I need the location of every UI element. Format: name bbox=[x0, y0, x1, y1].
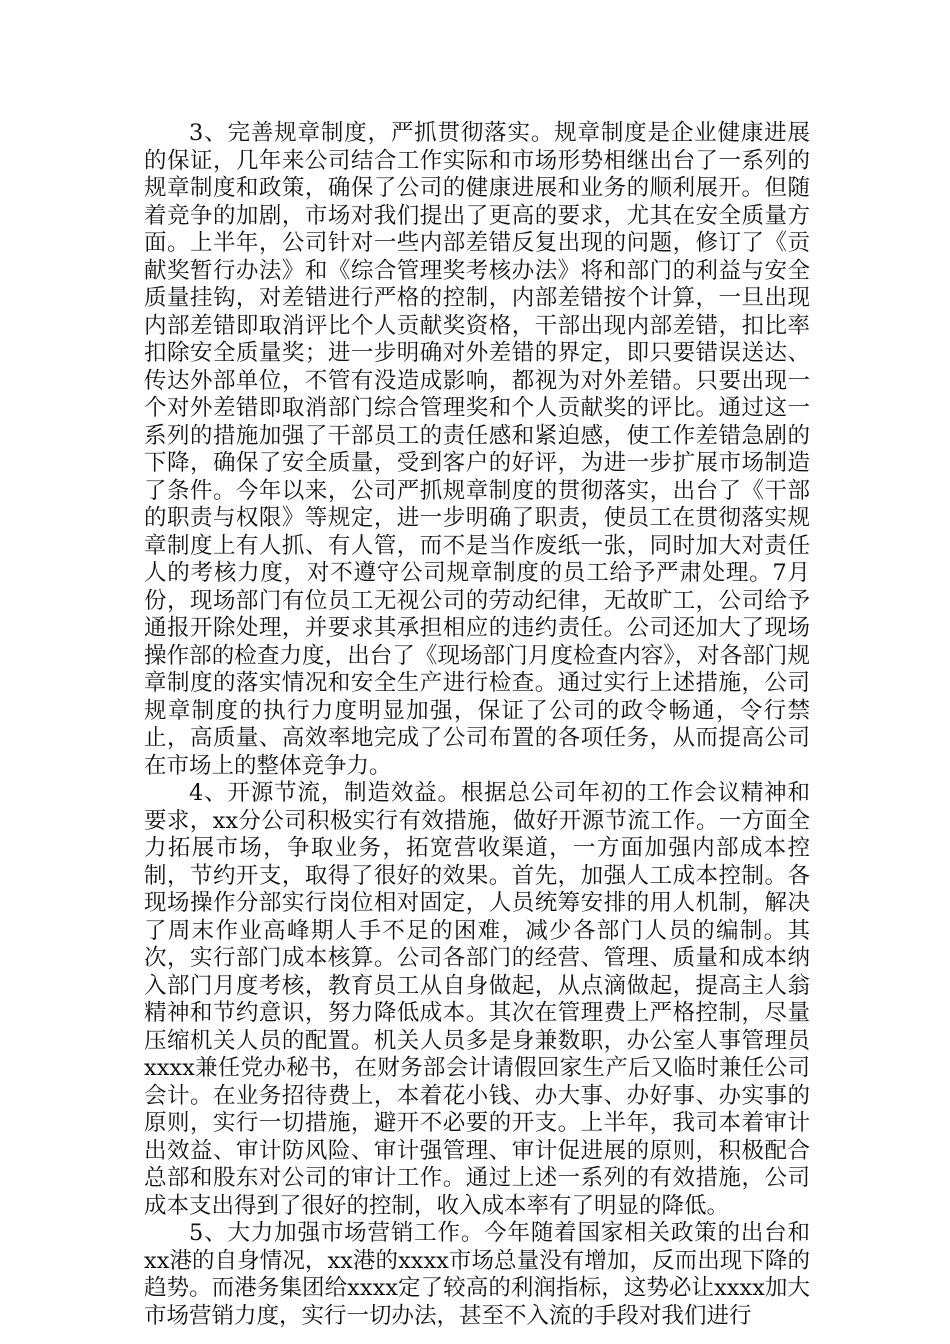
document-page bbox=[144, 120, 810, 1330]
paragraph-regulations: 3、完善规章制度，严抓贯彻落实。规章制度是企业健康进展的保证，几年来公司结合工作实际和市场形势相继出台了一系列的规章制度和政策，确保了公司的健康进展和业务的顺利展开。但随着竞争的加剧，市场对我们提出了更高的要求，尤其在安全质量方面。上半年，公司针对一些内部差错反复出现的问题，修订了《贡献奖暂行办法》和《综合管理奖考核办法》将和部门的利益与安全质量挂钩，对差错进行严格的控制，内部差错按个计算，一旦出现内部差错即取消评比个人贡献奖资格，干部出现内部差错，扣比率扣除安全质量奖；进一步明确对外差错的界定，即只要错误送达、传达外部单位，不管有没造成影响，都视为对外差错。只要出现一个对外差错即取消部门综合管理奖和个人贡献奖的评比。通过这一系列的措施加强了干部员工的责任感和紧迫感，使工作差错急剧的下降，确保了安全质量，受到客户的好评，为进一步扩展市场制造了条件。今年以来，公司严抓规章制度的贯彻落实，出台了《干部的职责与权限》等规定，进一步明确了职责，使员工在贯彻落实规章制度上有人抓、有人管，而不是当作废纸一张，同时加大对责任人的考核力度，对不遵守公司规章制度的员工给予严肃处理。7月份，现场部门有位员工无视公司的劳动纪律，无故旷工，公司给予通报开除处理，并要求其承担相应的违约责任。公司还加大了现场操作部的检查力度，出台了《现场部门月度检查内容》，对各部门规章制度的落实情况和安全生产进行检查。通过实行上述措施，公司规章制度的执行力度明显加强，保证了公司的政令畅通，令行禁止，高质量、高效率地完成了公司布置的各项任务，从而提高公司在市场上的整体竞争力。 bbox=[144, 120, 810, 779]
paragraph-cost-control: 4、开源节流，制造效益。根据总公司年初的工作会议精神和要求，xx分公司积极实行有效措施，做好开源节流工作。一方面全力拓展市场，争取业务，拓宽营收渠道，一方面加强内部成本控制，节约开支，取得了很好的效果。首先，加强人工成本控制。各现场操作分部实行岗位相对固定，人员统筹安排的用人机制，解决了周末作业高峰期人手不足的困难，减少各部门人员的编制。其次，实行部门成本核算。公司各部门的经营、管理、质量和成本纳入部门月度考核，教育员工从自身做起，从点滴做起，提高主人翁精神和节约意识，努力降低成本。其次在管理费上严格控制，尽量压缩机关人员的配置。机关人员多是身兼数职，办公室人事管理员xxxx兼任党办秘书，在财务部会计请假回家生产后又临时兼任公司会计。在业务招待费上，本着花小钱、办大事、办好事、办实事的原则，实行一切措施，避开不必要的开支。上半年，我司本着审计出效益、审计防风险、审计强管理、审计促进展的原则，积极配合总部和股东对公司的审计工作。通过上述一系列的有效措施，公司成本支出得到了很好的控制，收入成本率有了明显的降低。 bbox=[144, 780, 810, 1219]
paragraph-marketing: 5、大力加强市场营销工作。今年随着国家相关政策的出台和xx港的自身情况，xx港的xxxx市场总量没有增加，反而出现下降的趋势。而港务集团给xxxx定了较高的利润指标，这势必让xxxx加大市场营销力度，实行一切办法，甚至不入流的手段对我们进行 bbox=[144, 1220, 810, 1329]
